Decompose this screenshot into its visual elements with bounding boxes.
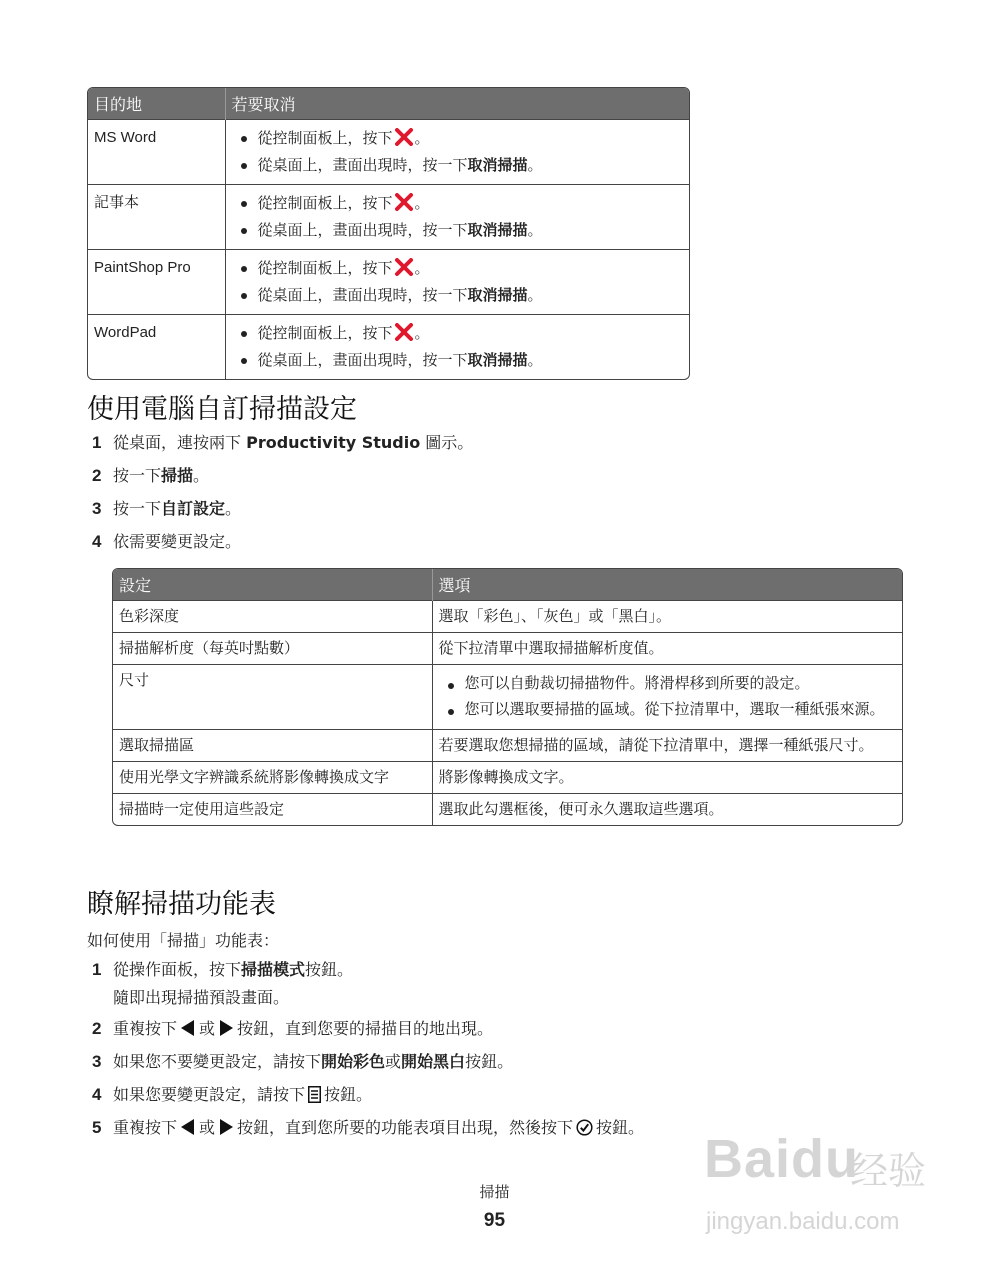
table-row <box>88 120 689 185</box>
list-item: 從控制面板上，按下 。 <box>232 255 684 282</box>
select-check-icon <box>576 1119 593 1136</box>
cancel-scan-table <box>87 87 690 380</box>
list-item: 您可以自動裁切掃描物件。將滑桿移到所要的設定。 <box>439 672 897 694</box>
watermark-logo: Baidu <box>704 1129 860 1189</box>
cancel-x-icon <box>395 258 413 276</box>
step-number: 1 <box>92 433 102 452</box>
cancel-steps-cell <box>225 120 689 185</box>
scan-settings-table <box>112 568 903 826</box>
destination-cell: MS Word <box>88 120 225 185</box>
destination-cell: WordPad <box>88 315 225 380</box>
menu-step-1: 1 從操作面板，按下掃描模式按鈕。 隨即出現掃描預設畫面。 <box>92 958 353 1010</box>
right-arrow-icon <box>219 1020 233 1036</box>
footer-section-label: 掃描 <box>479 1183 510 1201</box>
table-row <box>113 730 902 762</box>
table-row <box>113 794 902 826</box>
step-number: 1 <box>92 960 102 979</box>
left-arrow-icon <box>181 1119 195 1135</box>
cancel-x-icon <box>395 128 413 146</box>
watermark-url: jingyan.baidu.com <box>706 1208 900 1235</box>
table-row <box>113 633 902 665</box>
cancel-steps-cell <box>225 185 689 250</box>
watermark-cn: 经验 <box>850 1149 927 1193</box>
menu-step-4: 4 如果您要變更設定，請按下 按鈕。 <box>92 1085 373 1104</box>
table-row <box>113 601 902 633</box>
custom-scan-step-3: 3 按一下自訂設定。 <box>92 497 241 521</box>
option-cell <box>432 665 902 730</box>
setting-cell: 色彩深度 <box>113 601 432 633</box>
list-item: 從控制面板上，按下 。 <box>232 125 684 152</box>
header-cancel: 若要取消 <box>225 88 689 120</box>
table-row <box>88 250 689 315</box>
section-title-scan-menu: 瞭解掃描功能表 <box>87 889 276 920</box>
header-option: 選項 <box>432 569 902 601</box>
menu-step-5: 5 重複按下 或 按鈕，直到您所要的功能表項目出現，然後按下 按鈕。 <box>92 1118 645 1137</box>
table-row <box>88 185 689 250</box>
option-cell: 將影像轉換成文字。 <box>432 762 902 794</box>
custom-scan-step-4: 4 依需要變更設定。 <box>92 530 241 554</box>
option-cell: 選取「彩色」、「灰色」或「黑白」。 <box>432 601 902 633</box>
list-item: 從控制面板上，按下 。 <box>232 320 684 347</box>
menu-icon <box>308 1086 321 1103</box>
left-arrow-icon <box>181 1020 195 1036</box>
option-cell: 若要選取您想掃描的區域，請從下拉清單中，選擇一種紙張尺寸。 <box>432 730 902 762</box>
custom-scan-step-2: 2 按一下掃描。 <box>92 464 209 488</box>
menu-step-3: 3 如果您不要變更設定，請按下開始彩色或開始黑白按鈕。 <box>92 1052 514 1071</box>
setting-cell: 選取掃描區 <box>113 730 432 762</box>
step-number: 3 <box>92 499 102 518</box>
right-arrow-icon <box>219 1119 233 1135</box>
list-item: 從桌面上，畫面出現時，按一下取消掃描。 <box>232 217 684 244</box>
table-header-row <box>88 88 689 120</box>
step-sub-text: 隨即出現掃描預設畫面。 <box>113 988 290 1007</box>
step-number: 4 <box>92 532 102 551</box>
cancel-x-icon <box>395 323 413 341</box>
destination-cell: 記事本 <box>88 185 225 250</box>
cancel-x-icon <box>395 193 413 211</box>
header-setting: 設定 <box>113 569 432 601</box>
setting-cell: 掃描時一定使用這些設定 <box>113 794 432 826</box>
page-number: 95 <box>483 1210 506 1231</box>
menu-step-2: 2 重複按下 或 按鈕，直到您要的掃描目的地出現。 <box>92 1019 494 1038</box>
list-item: 從桌面上，畫面出現時，按一下取消掃描。 <box>232 282 684 309</box>
cancel-steps-cell <box>225 250 689 315</box>
header-destination: 目的地 <box>88 88 225 120</box>
setting-cell: 掃描解析度（每英吋點數） <box>113 633 432 665</box>
destination-cell: PaintShop Pro <box>88 250 225 315</box>
step-number: 2 <box>92 466 102 485</box>
cancel-steps-cell <box>225 315 689 380</box>
table-row <box>88 315 689 380</box>
list-item: 從桌面上，畫面出現時，按一下取消掃描。 <box>232 152 684 179</box>
option-cell: 從下拉清單中選取掃描解析度值。 <box>432 633 902 665</box>
option-cell: 選取此勾選框後，便可永久選取這些選項。 <box>432 794 902 826</box>
table-header-row <box>113 569 902 601</box>
list-item: 從桌面上，畫面出現時，按一下取消掃描。 <box>232 347 684 374</box>
table-row <box>113 665 902 730</box>
list-item: 您可以選取要掃描的區域。從下拉清單中，選取一種紙張來源。 <box>439 698 897 720</box>
setting-cell: 使用光學文字辨識系統將影像轉換成文字 <box>113 762 432 794</box>
list-item: 從控制面板上，按下 。 <box>232 190 684 217</box>
baidu-watermark <box>704 1128 934 1253</box>
setting-cell: 尺寸 <box>113 665 432 730</box>
intro-text: 如何使用「掃描」功能表： <box>87 931 280 950</box>
custom-scan-step-1: 1 從桌面，連按兩下 Productivity Studio 圖示。 <box>92 431 473 455</box>
section-title-custom-scan: 使用電腦自訂掃描設定 <box>87 394 357 425</box>
table-row <box>113 762 902 794</box>
